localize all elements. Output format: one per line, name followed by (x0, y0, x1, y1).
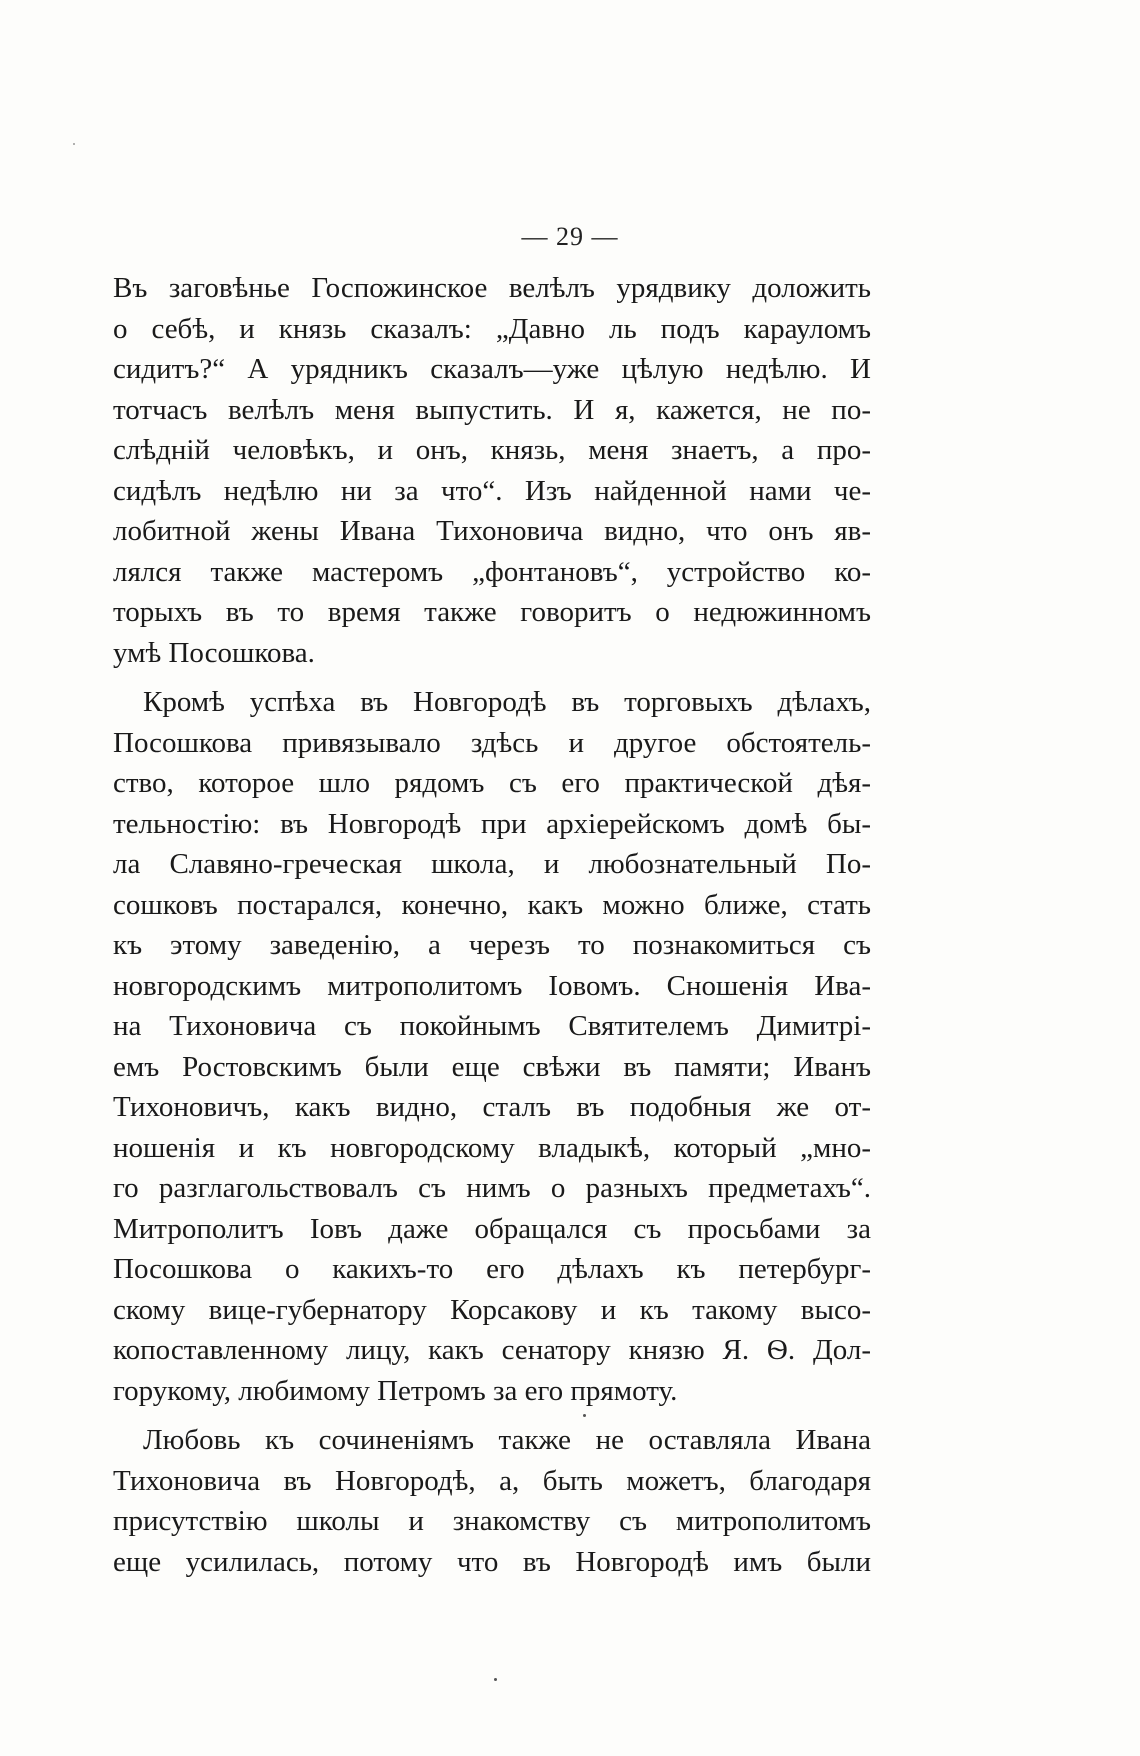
text-line: Кромѣ успѣха въ Новгородѣ въ торговыхъ дѣлахъ, (143, 686, 871, 718)
page-number: — 29 — (521, 222, 619, 251)
paragraph-2 (113, 682, 871, 1411)
text-line: на Тихоновича съ покойнымъ Святителемъ Димитрі- (113, 1010, 871, 1042)
text-line: емъ Ростовскимъ были еще свѣжи въ памяти; Иванъ (113, 1050, 871, 1083)
text-line: Митрополитъ Іовъ даже обращался съ просьбами за (113, 1212, 871, 1245)
text-line: Любовь къ сочиненіямъ также не оставляла Ивана (143, 1424, 871, 1456)
text-line: Тихоновича въ Новгородѣ, а, быть можетъ, благодаря (113, 1464, 871, 1497)
text-line: Въ заговѣнье Госпожинское велѣлъ урядвику доложить (113, 272, 871, 304)
text-line: къ этому заведенію, а черезъ то познакомиться съ (113, 929, 871, 961)
scan-speck (73, 143, 75, 145)
text-line: о себѣ, и князь сказалъ: „Давно ль подъ карауломъ (113, 312, 871, 345)
text-line: ство, которое шло рядомъ съ его практической дѣя- (113, 767, 871, 799)
text-line: го разглагольствовалъ съ нимъ о разныхъ предметахъ“. (113, 1172, 871, 1204)
text-line: сошковъ постарался, конечно, какъ можно ближе, стать (113, 888, 871, 921)
text-line: еще усилилась, потому что въ Новгородѣ имъ были (113, 1545, 871, 1578)
scan-speck (494, 1678, 497, 1681)
text-line: Тихоновичъ, какъ видно, сталъ въ подобныя же от- (113, 1091, 871, 1123)
text-line: лобитной жены Ивана Тихоновича видно, что онъ яв- (113, 515, 871, 547)
text-line: скому вице-губернатору Корсакову и къ такому высо- (113, 1293, 871, 1326)
text-line: тотчасъ велѣлъ меня выпустить. И я, кажется, не по- (113, 393, 871, 426)
body-text (113, 268, 871, 1582)
text-line: Посошкова о какихъ-то его дѣлахъ къ петербург- (113, 1253, 871, 1285)
text-line: присутствію школы и знакомству съ митрополитомъ (113, 1505, 871, 1537)
text-line: слѣдній человѣкъ, и онъ, князь, меня знаетъ, а про- (113, 434, 871, 466)
paragraph-3 (113, 1420, 871, 1582)
scan-speck (583, 1414, 586, 1417)
text-line: новгородскимъ митрополитомъ Іовомъ. Сношенія Ива- (113, 969, 871, 1002)
text-line: Посошкова привязывало здѣсь и другое обстоятель- (113, 726, 871, 759)
text-line: лялся также мастеромъ „фонтановъ“, устройство ко- (113, 555, 871, 588)
text-line: сидѣлъ недѣлю ни за что“. Изъ найденной нами че- (113, 474, 871, 507)
text-line: ла Славяно-греческая школа, и любознательный По- (113, 848, 871, 880)
text-line: тельностію: въ Новгородѣ при архіерейскомъ домѣ бы- (113, 807, 871, 840)
text-line: торыхъ въ то время также говоритъ о недюжинномъ (113, 596, 871, 628)
text-line: горукому, любимому Петромъ за его прямоту. (113, 1374, 678, 1407)
text-line: умѣ Посошкова. (113, 636, 315, 669)
text-line: сидитъ?“ А урядникъ сказалъ—уже цѣлую недѣлю. И (113, 353, 871, 385)
paragraph-1 (113, 268, 871, 673)
text-line: копоставленному лицу, какъ сенатору князю Я. Ѳ. Дол- (113, 1334, 871, 1366)
text-line: ношенія и къ новгородскому владыкѣ, который „мно- (113, 1131, 871, 1164)
